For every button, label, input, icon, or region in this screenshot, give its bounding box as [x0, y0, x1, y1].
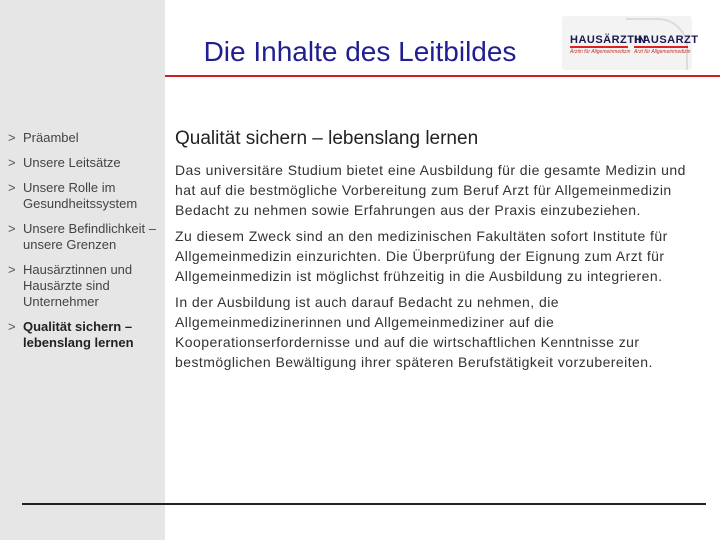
chevron-right-icon: > [8, 180, 16, 195]
logo-word-right: HAUSARZT [634, 34, 699, 46]
sidebar-nav [8, 130, 166, 360]
nav-item-label: Unsere Rolle im Gesundheitssystem [23, 180, 138, 211]
logo-sub-right: Arzt für Allgemeinmedizin [634, 49, 691, 55]
logo-word-left: HAUSÄRZTIN [570, 34, 647, 46]
chevron-right-icon: > [8, 221, 16, 236]
chevron-right-icon: > [8, 319, 16, 334]
chevron-right-icon: > [8, 262, 16, 277]
page-title: Die Inhalte des Leitbildes [203, 36, 517, 67]
logo-underline-left [570, 46, 628, 48]
nav-item-label: Hausärztinnen und Hausärzte sind Unternehmer [23, 262, 133, 309]
nav-item-leitsaetze[interactable] [8, 155, 166, 171]
logo-sub-left: Ärztin für Allgemeinmedizin [570, 49, 631, 55]
nav-item-befindlichkeit[interactable] [8, 221, 166, 253]
paragraph: Das universitäre Studium bietet eine Ausbildung für die gesamte Medizin und hat auf die bestmögliche Vorbereitung zum Beruf Arzt für Allgemeinmedizin Bedacht zu nehmen sowie Erfahrungen aus der Praxis einzubeziehen. [175, 162, 686, 218]
paragraph: Zu diesem Zweck sind an den medizinischen Fakultäten sofort Institute für Allgemeinmedizin einzurichten. Die Überprüfung der Eignung zum Arzt für Allgemeinmedizin ist möglichst frühzeitig in die Ausbildung zu integrieren. [175, 228, 668, 284]
nav-item-label: Präambel [23, 130, 79, 145]
main-content [175, 128, 705, 378]
section-heading: Qualität sichern – lebenslang lernen [175, 128, 479, 149]
chevron-right-icon: > [8, 155, 16, 170]
nav-item-label: Qualität sichern – lebenslang lernen [23, 319, 134, 350]
nav-item-unternehmer[interactable] [8, 262, 166, 310]
logo-underline-right [634, 46, 688, 48]
chevron-right-icon: > [8, 130, 16, 145]
nav-item-praeambel[interactable] [8, 130, 166, 146]
nav-item-label: Unsere Befindlichkeit – unsere Grenzen [23, 221, 156, 252]
logo [562, 16, 699, 70]
paragraph: In der Ausbildung ist auch darauf Bedacht zu nehmen, die Allgemeinmedizinerinnen und Allgemeinmediziner auf die Kooperationserfordernisse und auf die wirtschaftlichen Kenntnisse zur bestmöglichen Bewältigung ihrer späteren Berufstätigkeit vorzubereiten. [175, 294, 653, 370]
footer-rule [22, 503, 706, 505]
nav-item-qualitaet[interactable] [8, 319, 166, 351]
nav-item-label: Unsere Leitsätze [23, 155, 121, 170]
title-rule [165, 75, 720, 77]
nav-item-rolle[interactable] [8, 180, 166, 212]
